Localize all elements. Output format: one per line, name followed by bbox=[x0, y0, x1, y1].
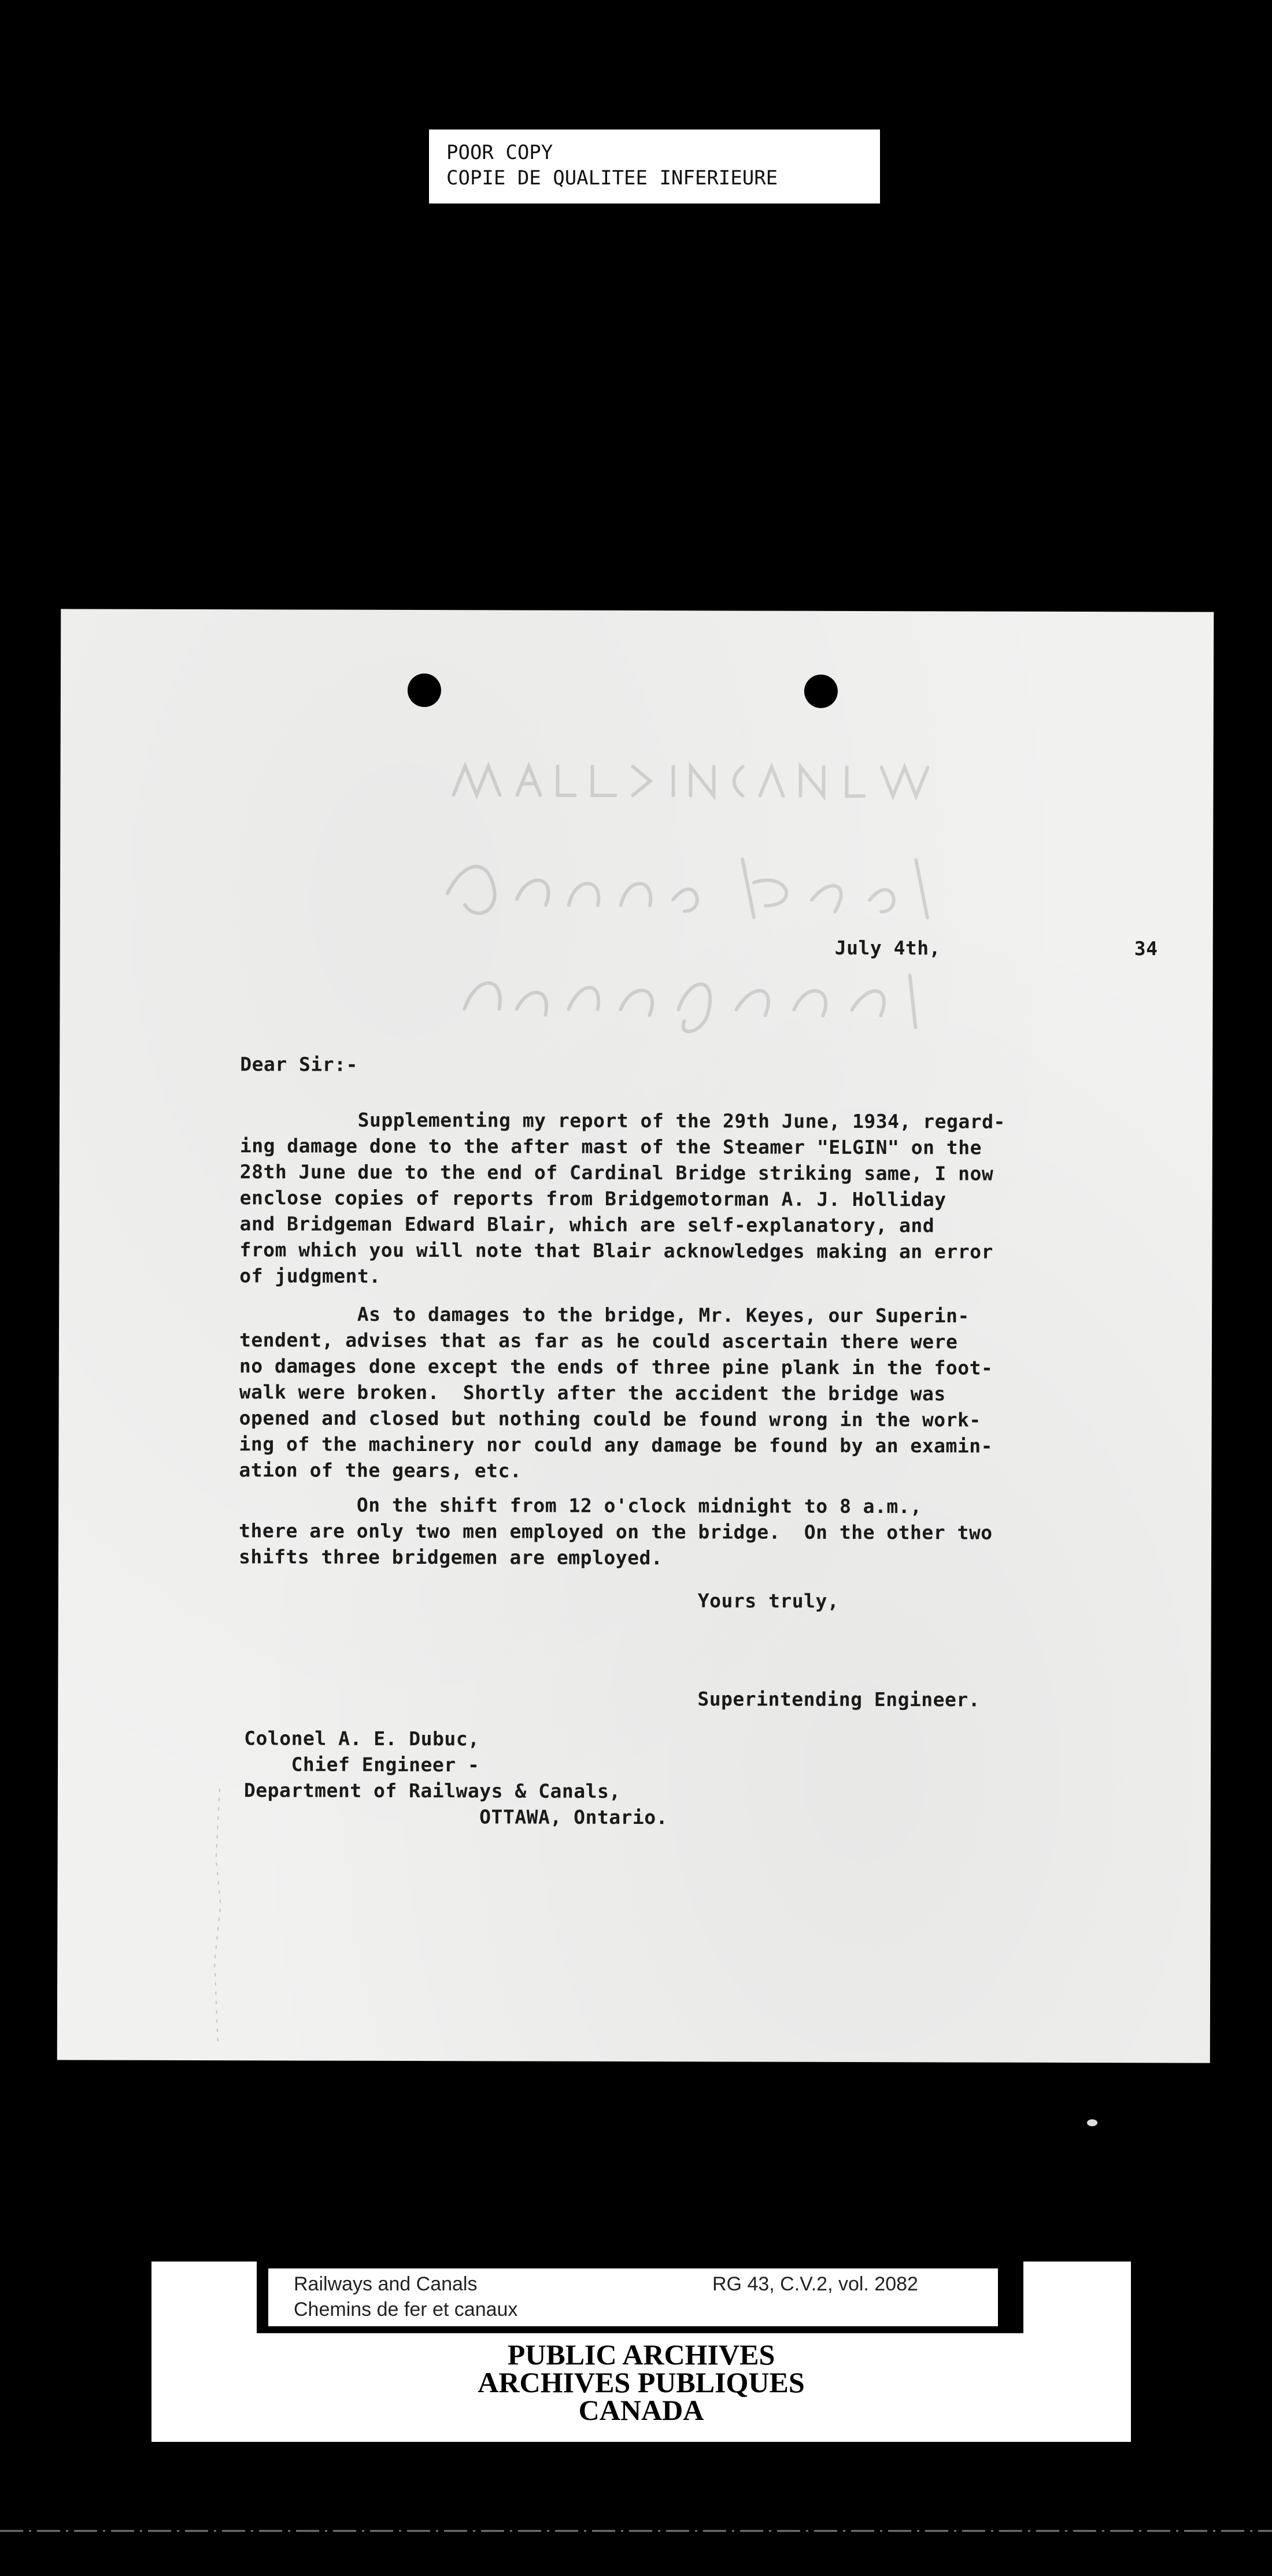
archive-label bbox=[151, 2262, 1131, 2442]
archives-country: CANADA bbox=[578, 2394, 704, 2426]
punch-hole-left bbox=[408, 673, 441, 707]
archive-reference-band bbox=[257, 2262, 1023, 2333]
department-english: Railways and Canals bbox=[294, 2273, 478, 2295]
paragraph-2: As to damages to the bridge, Mr. Keyes, our Superin- tendent, advises that as far as he could ascertain there were no damages done except the ends of three pine plank in the foot- walk were broken. Shortly after the accident the bridge was opened and closed but nothing could be found wrong in the work- ing of the machinery nor could any damage be found by an examin- ation of the gears, etc. bbox=[239, 1302, 993, 1482]
closing: Yours truly, bbox=[697, 1589, 840, 1612]
department-french: Chemins de fer et canaux bbox=[294, 2299, 518, 2320]
poor-copy-stamp bbox=[429, 129, 880, 203]
letter-year: 34 bbox=[1134, 937, 1158, 960]
stamp-line-french: COPIE DE QUALITEE INFERIEURE bbox=[446, 166, 778, 190]
signature-title: Superintending Engineer. bbox=[697, 1687, 981, 1711]
archives-title-english: PUBLIC ARCHIVES bbox=[507, 2338, 775, 2371]
page-edge-marks bbox=[208, 1789, 231, 2043]
addressee-block: Colonel A. E. Dubuc, Chief Engineer - Department of Railways & Canals, OTTAWA, Ontario. bbox=[243, 1727, 668, 1829]
paragraph-3: On the shift from 12 o'clock midnight to 8 a.m., there are only two men employed on the bridge. On the other two shifts three bridgemen are employed. bbox=[238, 1493, 993, 1570]
record-group-reference: RG 43, C.V.2, vol. 2082 bbox=[712, 2273, 918, 2295]
paragraph-1: Supplementing my report of the 29th June, 1934, regard- ing damage done to the after mast of the Steamer "ELGIN" on the 28th June due to the end of Cardinal Bridge striking same, I now enclose copies of reports from Bridgemotorman A. J. Holliday and Bridgeman Edward Blair, which are self-explanatory, and from which you will note that Blair acknowledges making an error of judgment. bbox=[239, 1108, 1005, 1287]
film-edge-strip bbox=[0, 2523, 1272, 2540]
bleed-through-handwriting bbox=[430, 754, 951, 1045]
scan-speck bbox=[1087, 2119, 1097, 2126]
letter-page bbox=[57, 609, 1214, 2063]
stamp-line-english: POOR COPY bbox=[446, 141, 553, 164]
punch-hole-right bbox=[804, 675, 838, 708]
archive-reference-card bbox=[268, 2268, 998, 2326]
letter-date: July 4th, bbox=[834, 936, 941, 960]
salutation: Dear Sir:- bbox=[240, 1053, 358, 1076]
archives-title-french: ARCHIVES PUBLIQUES bbox=[478, 2366, 805, 2399]
